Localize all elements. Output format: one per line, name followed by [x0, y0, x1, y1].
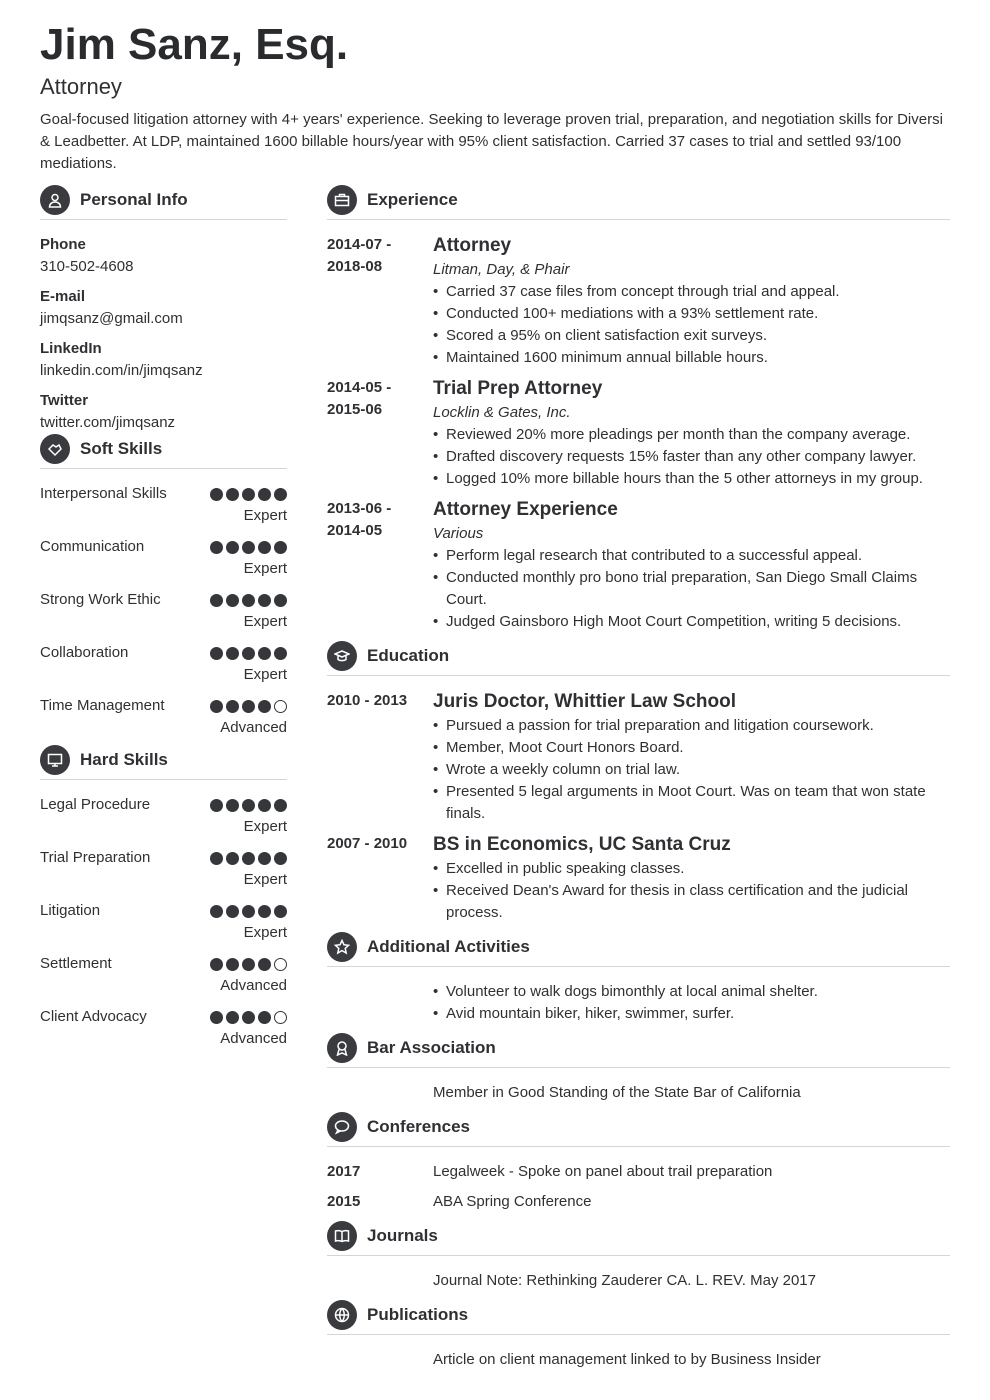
entry-date: 2007 - 2010 [327, 835, 408, 852]
field-label: LinkedIn [40, 340, 102, 357]
field-label: Phone [40, 236, 86, 253]
filled-dot-icon [274, 488, 287, 501]
section-publications [327, 1300, 950, 1371]
filled-dot-icon [226, 958, 239, 971]
bullet-item: • Judged Gainsboro High Moot Court Competition, writing 5 decisions. [433, 611, 950, 633]
entry-date: 2015 [327, 1193, 361, 1210]
entry-date: 2013-06 - 2014-05 [327, 500, 392, 539]
monitor-icon [40, 745, 70, 775]
bullet-item: • Member, Moot Court Honors Board. [433, 737, 950, 759]
filled-dot-icon [210, 700, 223, 713]
skill-level: Expert [243, 871, 287, 888]
entry [327, 1161, 950, 1183]
filled-dot-icon [242, 488, 255, 501]
entry-date [327, 1349, 433, 1371]
section-education [327, 641, 950, 924]
section-header [327, 1112, 950, 1147]
entry-body [433, 1082, 950, 1104]
skill-row [40, 695, 287, 717]
section-journals [327, 1221, 950, 1292]
section-header [327, 185, 950, 220]
entry [327, 377, 950, 490]
bullet-list [433, 858, 950, 924]
filled-dot-icon [210, 647, 223, 660]
entry-body [433, 377, 950, 490]
entry [327, 234, 950, 369]
job-title: Attorney [40, 74, 122, 99]
right-column [327, 185, 950, 1379]
briefcase-icon [327, 185, 357, 215]
filled-dot-icon [242, 799, 255, 812]
entry-body [433, 1270, 950, 1292]
bullet-item: • Scored a 95% on client satisfaction exit surveys. [433, 325, 950, 347]
entry-date: 2014-07 - 2018-08 [327, 236, 392, 275]
bullet-item: • Presented 5 legal arguments in Moot Court. Was on team that won state finals. [433, 781, 950, 825]
filled-dot-icon [242, 905, 255, 918]
entry [327, 1082, 950, 1104]
bullet-item: • Drafted discovery requests 15% faster than any other company lawyer. [433, 446, 950, 468]
section-experience [327, 185, 950, 633]
skill-rating-dots [210, 1006, 287, 1028]
skill-item [40, 589, 287, 633]
bullet-item: • Conducted monthly pro bono trial preparation, San Diego Small Claims Court. [433, 567, 950, 611]
skill-row [40, 483, 287, 505]
skill-row [40, 794, 287, 816]
skill-name: Interpersonal Skills [40, 485, 167, 502]
skill-name: Settlement [40, 955, 112, 972]
section-title: Journals [367, 1226, 438, 1245]
skill-level: Expert [243, 924, 287, 941]
section-bar-association [327, 1033, 950, 1104]
field-label: Twitter [40, 392, 89, 409]
skill-name: Client Advocacy [40, 1008, 147, 1025]
bullet-item: • Volunteer to walk dogs bimonthly at local animal shelter. [433, 981, 950, 1003]
bullet-list [433, 545, 950, 633]
bullet-list [433, 715, 950, 825]
entry-text: Journal Note: Rethinking Zauderer CA. L. REV. May 2017 [433, 1272, 816, 1289]
entry-body [433, 498, 950, 633]
filled-dot-icon [274, 647, 287, 660]
filled-dot-icon [210, 594, 223, 607]
section-header [327, 1221, 950, 1256]
skill-row [40, 847, 287, 869]
filled-dot-icon [226, 488, 239, 501]
filled-dot-icon [226, 1011, 239, 1024]
filled-dot-icon [242, 594, 255, 607]
skill-level: Expert [243, 818, 287, 835]
entry-title: BS in Economics, UC Santa Cruz [433, 834, 731, 855]
entry-text: ABA Spring Conference [433, 1193, 592, 1210]
skill-row [40, 536, 287, 558]
filled-dot-icon [210, 1011, 223, 1024]
skill-item [40, 794, 287, 838]
entry [327, 981, 950, 1025]
entry [327, 690, 950, 825]
filled-dot-icon [274, 852, 287, 865]
section-header [327, 1300, 950, 1335]
entry-text: Legalweek - Spoke on panel about trail preparation [433, 1163, 773, 1180]
skill-rating-dots [210, 536, 287, 558]
entry-text: Member in Good Standing of the State Bar of California [433, 1084, 801, 1101]
summary: Goal-focused litigation attorney with 4+ years' experience. Seeking to leverage proven trial, preparation, and negotiation skills for Diversi & Leadbetter. At LDP, maintained 1600 billable hours/year with 95% client satisfaction. Carried 37 cases to trial and settled 93/100 mediations. [40, 111, 943, 172]
skill-level: Advanced [220, 719, 287, 736]
filled-dot-icon [210, 488, 223, 501]
skill-level: Expert [243, 666, 287, 683]
skill-name: Strong Work Ethic [40, 591, 161, 608]
skill-rating-dots [210, 847, 287, 869]
skill-level: Advanced [220, 977, 287, 994]
entry-title: Attorney Experience [433, 499, 618, 520]
section-title: Conferences [367, 1117, 470, 1136]
entry-title: Trial Prep Attorney [433, 378, 603, 399]
bullet-item: • Received Dean's Award for thesis in class certification and the judicial process. [433, 880, 950, 924]
bullet-item: • Reviewed 20% more pleadings per month than the company average. [433, 424, 950, 446]
filled-dot-icon [258, 905, 271, 918]
section-title: Education [367, 646, 450, 665]
entry-title: Attorney [433, 235, 512, 256]
award-icon [327, 1033, 357, 1063]
filled-dot-icon [258, 700, 271, 713]
skill-item [40, 847, 287, 891]
skill-name: Collaboration [40, 644, 129, 661]
bullet-item: • Maintained 1600 minimum annual billable hours. [433, 347, 950, 369]
bullet-item: • Excelled in public speaking classes. [433, 858, 950, 880]
bullet-item: • Perform legal research that contributed to a successful appeal. [433, 545, 950, 567]
entry-body [433, 1191, 950, 1213]
skill-rating-dots [210, 695, 287, 717]
section-soft-skills [40, 434, 287, 739]
candidate-name: Jim Sanz, Esq. [40, 20, 349, 69]
skill-row [40, 953, 287, 975]
bullet-item: • Pursued a passion for trial preparation and litigation coursework. [433, 715, 950, 737]
skill-name: Time Management [40, 697, 165, 714]
skill-rating-dots [210, 589, 287, 611]
filled-dot-icon [210, 799, 223, 812]
bullet-item: • Wrote a weekly column on trial law. [433, 759, 950, 781]
skill-rating-dots [210, 642, 287, 664]
entry-date [327, 1270, 433, 1292]
skill-name: Communication [40, 538, 145, 555]
section-header [327, 932, 950, 967]
section-header [327, 641, 950, 676]
section-additional-activities [327, 932, 950, 1025]
field-label: E-mail [40, 288, 86, 305]
graduation-cap-icon [327, 641, 357, 671]
book-icon [327, 1221, 357, 1251]
bullet-item: • Carried 37 case files from concept through trial and appeal. [433, 281, 950, 303]
skill-level: Expert [243, 613, 287, 630]
globe-icon [327, 1300, 357, 1330]
skill-name: Litigation [40, 902, 101, 919]
entry-date: 2017 [327, 1163, 361, 1180]
section-title: Bar Association [367, 1038, 496, 1057]
section-title: Soft Skills [80, 439, 163, 458]
filled-dot-icon [210, 541, 223, 554]
skill-item [40, 900, 287, 944]
skill-rating-dots [210, 794, 287, 816]
bullet-list [433, 281, 950, 369]
field-value: 310-502-4608 [40, 258, 134, 275]
entry [327, 498, 950, 633]
entry-body [433, 690, 950, 825]
skill-row [40, 642, 287, 664]
filled-dot-icon [210, 905, 223, 918]
bullet-item: • Avid mountain biker, hiker, swimmer, surfer. [433, 1003, 950, 1025]
filled-dot-icon [242, 700, 255, 713]
skill-rating-dots [210, 953, 287, 975]
section-header [40, 434, 287, 469]
skill-item [40, 695, 287, 739]
filled-dot-icon [274, 594, 287, 607]
skill-row [40, 900, 287, 922]
filled-dot-icon [258, 594, 271, 607]
skill-item [40, 953, 287, 997]
empty-dot-icon [274, 1011, 287, 1024]
filled-dot-icon [242, 1011, 255, 1024]
entry-date: 2010 - 2013 [327, 692, 408, 709]
filled-dot-icon [242, 647, 255, 660]
filled-dot-icon [274, 799, 287, 812]
section-title: Additional Activities [367, 937, 530, 956]
bullet-item: • Logged 10% more billable hours than the 5 other attorneys in my group. [433, 468, 950, 490]
speech-bubble-icon [327, 1112, 357, 1142]
entry-organization: Locklin & Gates, Inc. [433, 404, 571, 421]
skill-row [40, 589, 287, 611]
skill-rating-dots [210, 900, 287, 922]
entry-body [433, 981, 950, 1025]
filled-dot-icon [210, 852, 223, 865]
filled-dot-icon [274, 541, 287, 554]
skill-rating-dots [210, 483, 287, 505]
section-title: Publications [367, 1305, 469, 1324]
section-title: Hard Skills [80, 750, 168, 769]
filled-dot-icon [258, 488, 271, 501]
left-column [40, 185, 287, 1059]
entry [327, 833, 950, 924]
section-header [40, 745, 287, 780]
skill-item [40, 536, 287, 580]
field-value: jimqsanz@gmail.com [40, 310, 183, 327]
user-icon [40, 185, 70, 215]
filled-dot-icon [242, 541, 255, 554]
empty-dot-icon [274, 958, 287, 971]
filled-dot-icon [226, 700, 239, 713]
filled-dot-icon [226, 594, 239, 607]
entry-body [433, 234, 950, 369]
entry-text: Article on client management linked to by Business Insider [433, 1351, 821, 1368]
entry [327, 1191, 950, 1213]
field-value: linkedin.com/in/jimqsanz [40, 362, 203, 379]
star-icon [327, 932, 357, 962]
skill-row [40, 1006, 287, 1028]
skill-item [40, 483, 287, 527]
handshake-icon [40, 434, 70, 464]
filled-dot-icon [210, 958, 223, 971]
skill-level: Expert [243, 507, 287, 524]
skill-name: Legal Procedure [40, 796, 151, 813]
entry-organization: Various [433, 525, 484, 542]
section-header [327, 1033, 950, 1068]
skill-name: Trial Preparation [40, 849, 151, 866]
section-title: Personal Info [80, 190, 188, 209]
filled-dot-icon [258, 852, 271, 865]
entry-body [433, 833, 950, 924]
filled-dot-icon [226, 852, 239, 865]
skill-level: Advanced [220, 1030, 287, 1047]
filled-dot-icon [258, 958, 271, 971]
skill-item [40, 1006, 287, 1050]
filled-dot-icon [274, 905, 287, 918]
entry-date [327, 1082, 433, 1104]
filled-dot-icon [258, 647, 271, 660]
section-title: Experience [367, 190, 458, 209]
entry [327, 1349, 950, 1371]
section-personal-info [40, 185, 287, 434]
filled-dot-icon [258, 1011, 271, 1024]
skill-item [40, 642, 287, 686]
section-header [40, 185, 287, 220]
bullet-list [433, 424, 950, 490]
entry [327, 1270, 950, 1292]
skill-level: Expert [243, 560, 287, 577]
bullet-item: • Conducted 100+ mediations with a 93% settlement rate. [433, 303, 950, 325]
filled-dot-icon [258, 541, 271, 554]
section-conferences [327, 1112, 950, 1213]
filled-dot-icon [242, 852, 255, 865]
filled-dot-icon [226, 905, 239, 918]
filled-dot-icon [226, 799, 239, 812]
filled-dot-icon [242, 958, 255, 971]
entry-body [433, 1349, 950, 1371]
entry-body [433, 1161, 950, 1183]
entry-date: 2014-05 - 2015-06 [327, 379, 392, 418]
entry-title: Juris Doctor, Whittier Law School [433, 691, 736, 712]
entry-date [327, 981, 433, 1025]
filled-dot-icon [258, 799, 271, 812]
empty-dot-icon [274, 700, 287, 713]
section-hard-skills [40, 745, 287, 1050]
entry-organization: Litman, Day, & Phair [433, 261, 570, 278]
filled-dot-icon [226, 541, 239, 554]
field-value: twitter.com/jimqsanz [40, 414, 176, 431]
filled-dot-icon [226, 647, 239, 660]
bullet-list [433, 981, 950, 1025]
